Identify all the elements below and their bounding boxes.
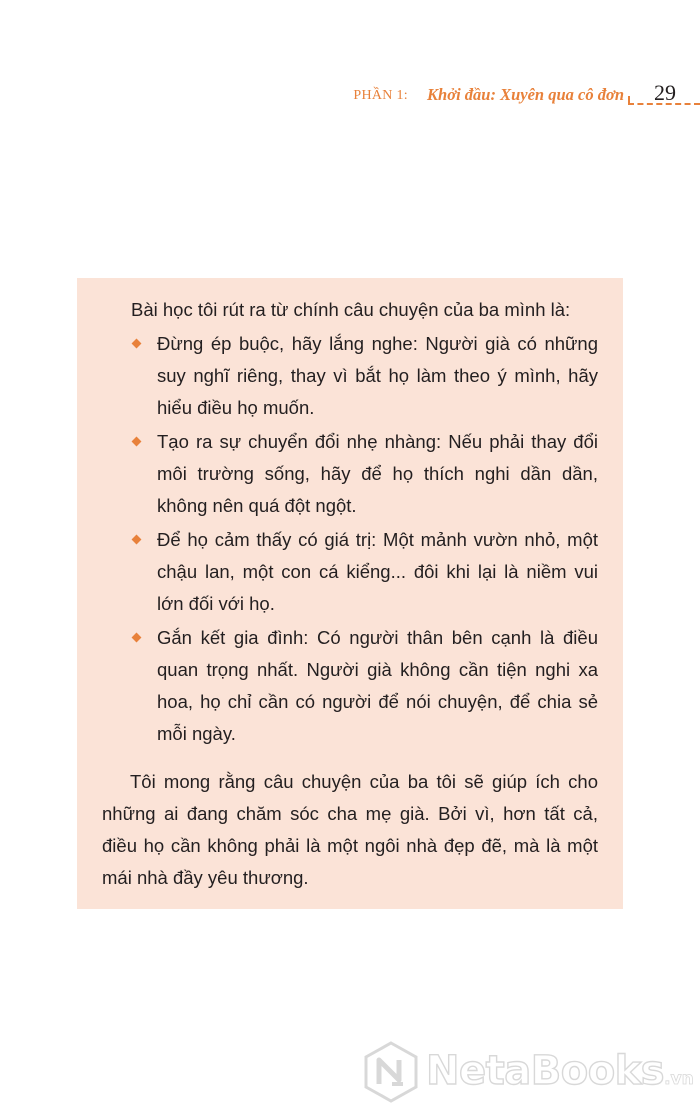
lesson-text: Gắn kết gia đình: Có người thân bên cạnh là điều quan trọng nhất. Người già không cần tiện nghi xa hoa, họ chỉ cần có người để nói chuyện, để chia sẻ mỗi ngày.: [157, 627, 598, 744]
header-chapter-title: Khởi đầu: Xuyên qua cô đơn: [427, 85, 624, 104]
netabooks-watermark: [362, 1040, 694, 1110]
lesson-item: [102, 622, 598, 750]
lesson-item: [102, 426, 598, 522]
page-number: 29: [654, 80, 676, 105]
header-dashed-rule: [628, 103, 700, 105]
content-box: [77, 278, 623, 909]
netabooks-logo-icon: [362, 1040, 420, 1104]
diamond-bullet-icon: [132, 437, 142, 447]
watermark-suffix: .vn: [664, 1069, 694, 1089]
running-header: [0, 80, 700, 114]
diamond-bullet-icon: [132, 535, 142, 545]
lesson-item: [102, 524, 598, 620]
lesson-text: Tạo ra sự chuyển đổi nhẹ nhàng: Nếu phải thay đổi môi trường sống, hãy để họ thích nghi dần dần, không nên quá đột ngột.: [157, 431, 598, 516]
closing-paragraph: Tôi mong rằng câu chuyện của ba tôi sẽ giúp ích cho những ai đang chăm sóc cha mẹ già. Bởi vì, hơn tất cả, điều họ cần không phải là một ngôi nhà đẹp đẽ, mà là một mái nhà đầy yêu thương.: [102, 771, 598, 888]
lesson-item: [102, 328, 598, 424]
watermark-brand-text: [426, 1048, 694, 1094]
diamond-bullet-icon: [132, 339, 142, 349]
watermark-brand: NetaBooks: [426, 1048, 665, 1094]
diamond-bullet-icon: [132, 633, 142, 643]
intro-paragraph: Bài học tôi rút ra từ chính câu chuyện của ba mình là:: [131, 299, 571, 320]
lesson-text: Để họ cảm thấy có giá trị: Một mảnh vườn nhỏ, một chậu lan, một con cá kiểng... đôi khi lại là niềm vui lớn đối với họ.: [157, 529, 598, 614]
header-part-label: PHẦN 1:: [353, 88, 408, 103]
lesson-list: [102, 328, 598, 750]
lesson-text: Đừng ép buộc, hãy lắng nghe: Người già có những suy nghĩ riêng, thay vì bắt họ làm theo ý mình, hãy hiểu điều họ muốn.: [157, 333, 598, 418]
